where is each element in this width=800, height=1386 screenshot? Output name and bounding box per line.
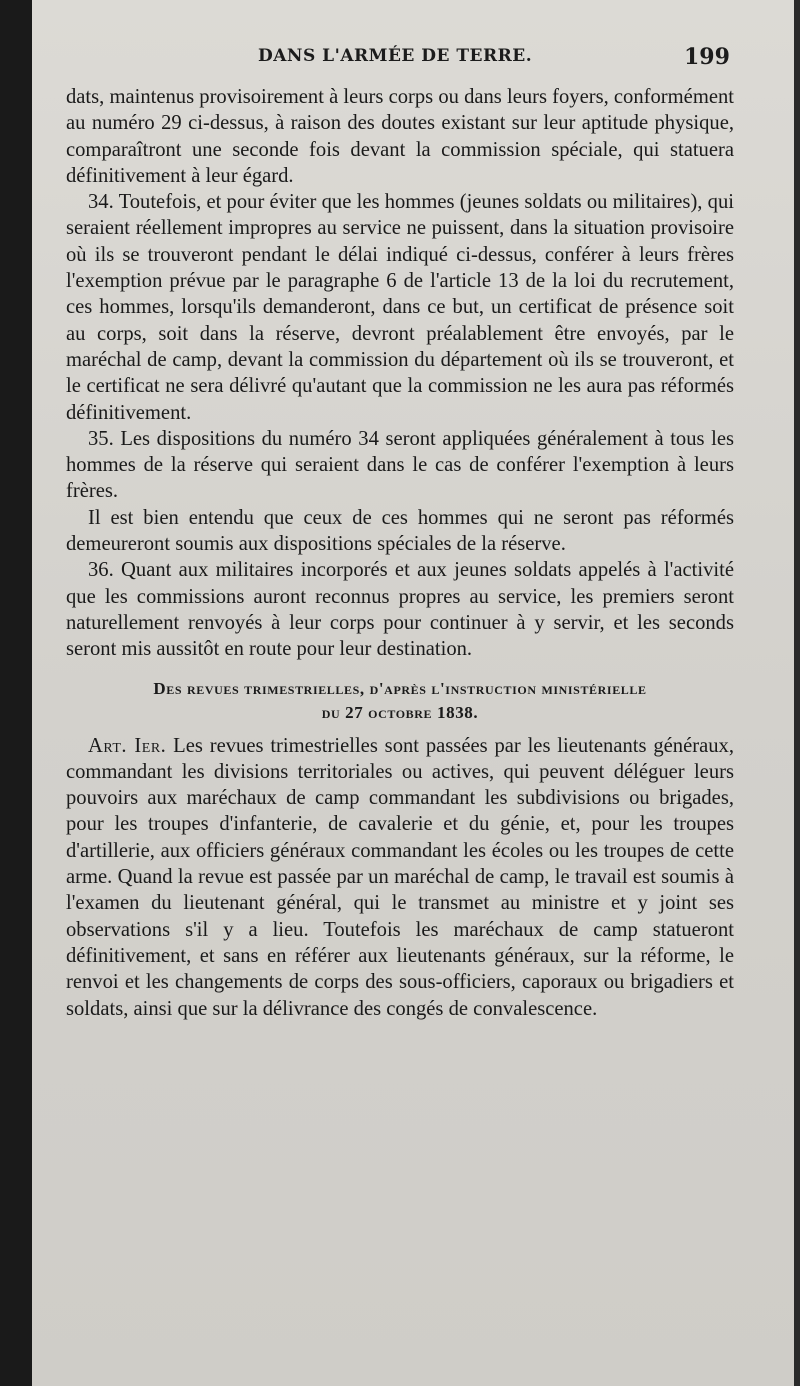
paragraph-35-note: Il est bien entendu que ceux de ces hommes qui ne seront pas réformés demeureront soumis aux dispositions spéciales de la réserve. [66,506,734,556]
section-heading-line-2: du 27 octobre 1838. [321,702,479,722]
paragraph-continuation: dats, maintenus provisoirement à leurs corps ou dans leurs foyers, conformément au numéro 29 ci-dessus, à raison des doutes existant sur leur aptitude physique, comparaîtront une seconde fois devant la commission spéciale, qui statuera définitivement à leur égard. [66,86,734,187]
running-head: DANS L'ARMÉE DE TERRE. [258,46,533,66]
article-1 [66,733,734,1022]
paragraph-35: 35. Les dispositions du numéro 34 seront appliquées généralement à tous les hommes de la réserve qui seraient dans le cas de conférer l'exemption à leurs frères. [66,427,734,503]
page-binding-edge [0,0,32,1386]
article-text: Les revues trimestrielles sont passées par les lieutenants généraux, commandant les divisions territoriales ou actives, qui peuvent déléguer leurs pouvoirs aux maréchaux de camp commandant les subdivisions ou brigades, pour les troupes d'infanterie, de cavalerie et du génie, et, pour les troupes d'artillerie, aux officiers généraux commandant les écoles ou les troupes de cette arme. Quand la revue est passée par un maréchal de camp, le travail est soumis à l'examen du lieutenant général, qui le transmet au ministre et y joint ses observations s'il y a lieu. Toutefois les maréchaux de camp statueront définitivement, et sans en référer aux lieutenants généraux, sur la réforme, le renvoi et les changements de corps des sous-officiers, caporaux ou brigadiers et soldats, ainsi que sur la délivrance des congés de convalescence. [66,734,734,1020]
section-heading [66,677,734,725]
page-right-edge [794,0,800,1386]
paragraph-36: 36. Quant aux militaires incorporés et aux jeunes soldats appelés à l'activité que les commissions auront reconnus propres au service, les premiers seront naturellement renvoyés à leur corps pour continuer à y servir, et les seconds seront mis aussitôt en route pour leur destination. [66,559,734,661]
body-text [66,84,734,1022]
article-label: Art. Ier. [88,734,167,757]
section-heading-line-1: Des revues trimestrielles, d'après l'instruction ministérielle [153,678,647,698]
page-number: 199 [684,44,730,70]
page-header [0,42,800,72]
paragraph-34: 34. Toutefois, et pour éviter que les hommes (jeunes soldats ou militaires), qui seraient réellement impropres au service ne puissent, dans la situation provisoire où ils se trouveront pendant le délai indiqué ci-dessus, conférer à leurs frères l'exemption prévue par le paragraphe 6 de l'article 13 de la loi du recrutement, ces hommes, lorsqu'ils demanderont, dans ce but, un certificat de présence soit au corps, soit dans la réserve, devront préalablement être envoyés, par le maréchal de camp, devant la commission du département où ils se trouveront, et le certificat ne sera délivré qu'autant que la commission ne les aura pas réformés définitivement. [66,191,734,424]
